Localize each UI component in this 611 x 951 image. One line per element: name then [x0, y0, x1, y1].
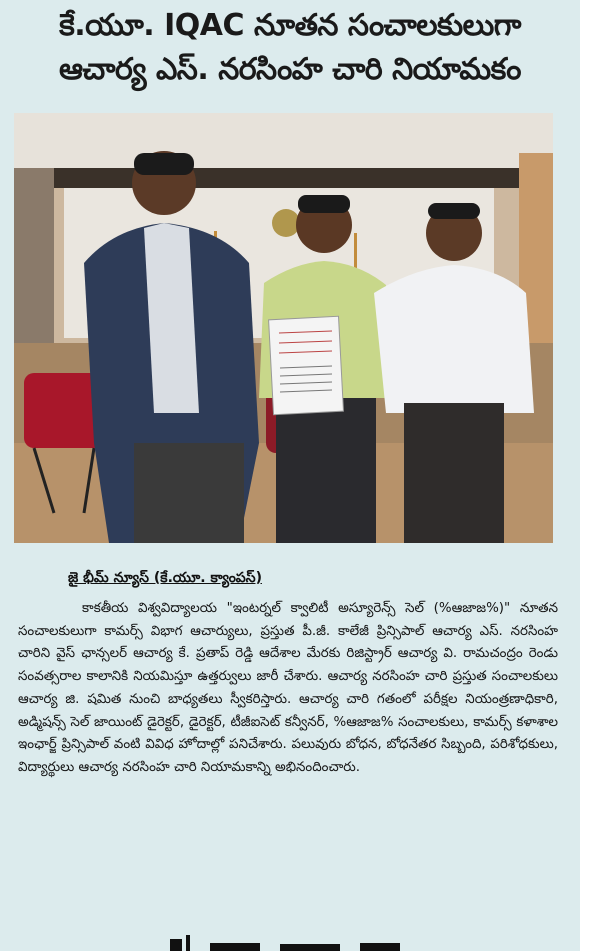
headline: [8, 4, 572, 92]
news-photo: [14, 113, 553, 543]
byline: జై భీమ్ న్యూస్ (కే.యూ. క్యాంపస్): [68, 570, 262, 586]
headline-line-1: కే.యూ. IQAC నూతన సంచాలకులుగా: [59, 8, 521, 43]
article-paragraph: కాకతీయ విశ్వవిద్యాలయ "ఇంటర్నల్ క్వాలిటీ అస్యూరెన్స్ సెల్ (%ఆజాజ%)" నూతన సంచాలకులుగా కామర్స్ విభాగ ఆచార్యులు, ప్రస్తుత పీ.జీ. కాలేజీ ప్రిన్సిపాల్ ఆచార్య ఎస్. నరసింహ చారిని వైస్ ఛాన్సలర్ ఆచార్య కే. ప్రతాప్ రెడ్డి ఆదేశాల మేరకు రిజిస్ట్రార్ ఆచార్య వి. రామచంద్రం రెండు సంవత్సరాల కాలానికి నియమిస్తూ ఉత్తర్వులు జారీ చేశారు. ఆచార్య నరసింహ చారి ప్రస్తుత సంచాలకులు ఆచార్య జి. షమిత నుంచి బాధ్యతలు స్వీకరిస్తారు. ఆచార్య చారి గతంలో పరీక్షల నియంత్రణాధికారి, అడ్మిషన్స్ సెల్ జాయింట్ డైరెక్టర్, డైరెక్టర్, టీజీఐసెట్ కన్వీనర్, %ఆజాజ% సంచాలకులు, కామర్స్ కళాశాల ఇంఛార్జ్ ప్రిన్సిపాల్ వంటి వివిధ హోదాల్లో పనిచేశారు. పలువురు బోధన, బోధనేతర సిబ్బంది, పరిశోధకులు, విద్యార్థులు ఆచార్య నరసింహ చారి నియామకాన్ని అభినందించారు.: [18, 601, 558, 775]
page-margin: [580, 0, 611, 951]
article-body: [18, 598, 558, 780]
next-headline-fragment: [170, 935, 450, 951]
headline-line-2: ఆచార్య ఎస్. నరసింహ చారి నియామకం: [58, 52, 522, 87]
